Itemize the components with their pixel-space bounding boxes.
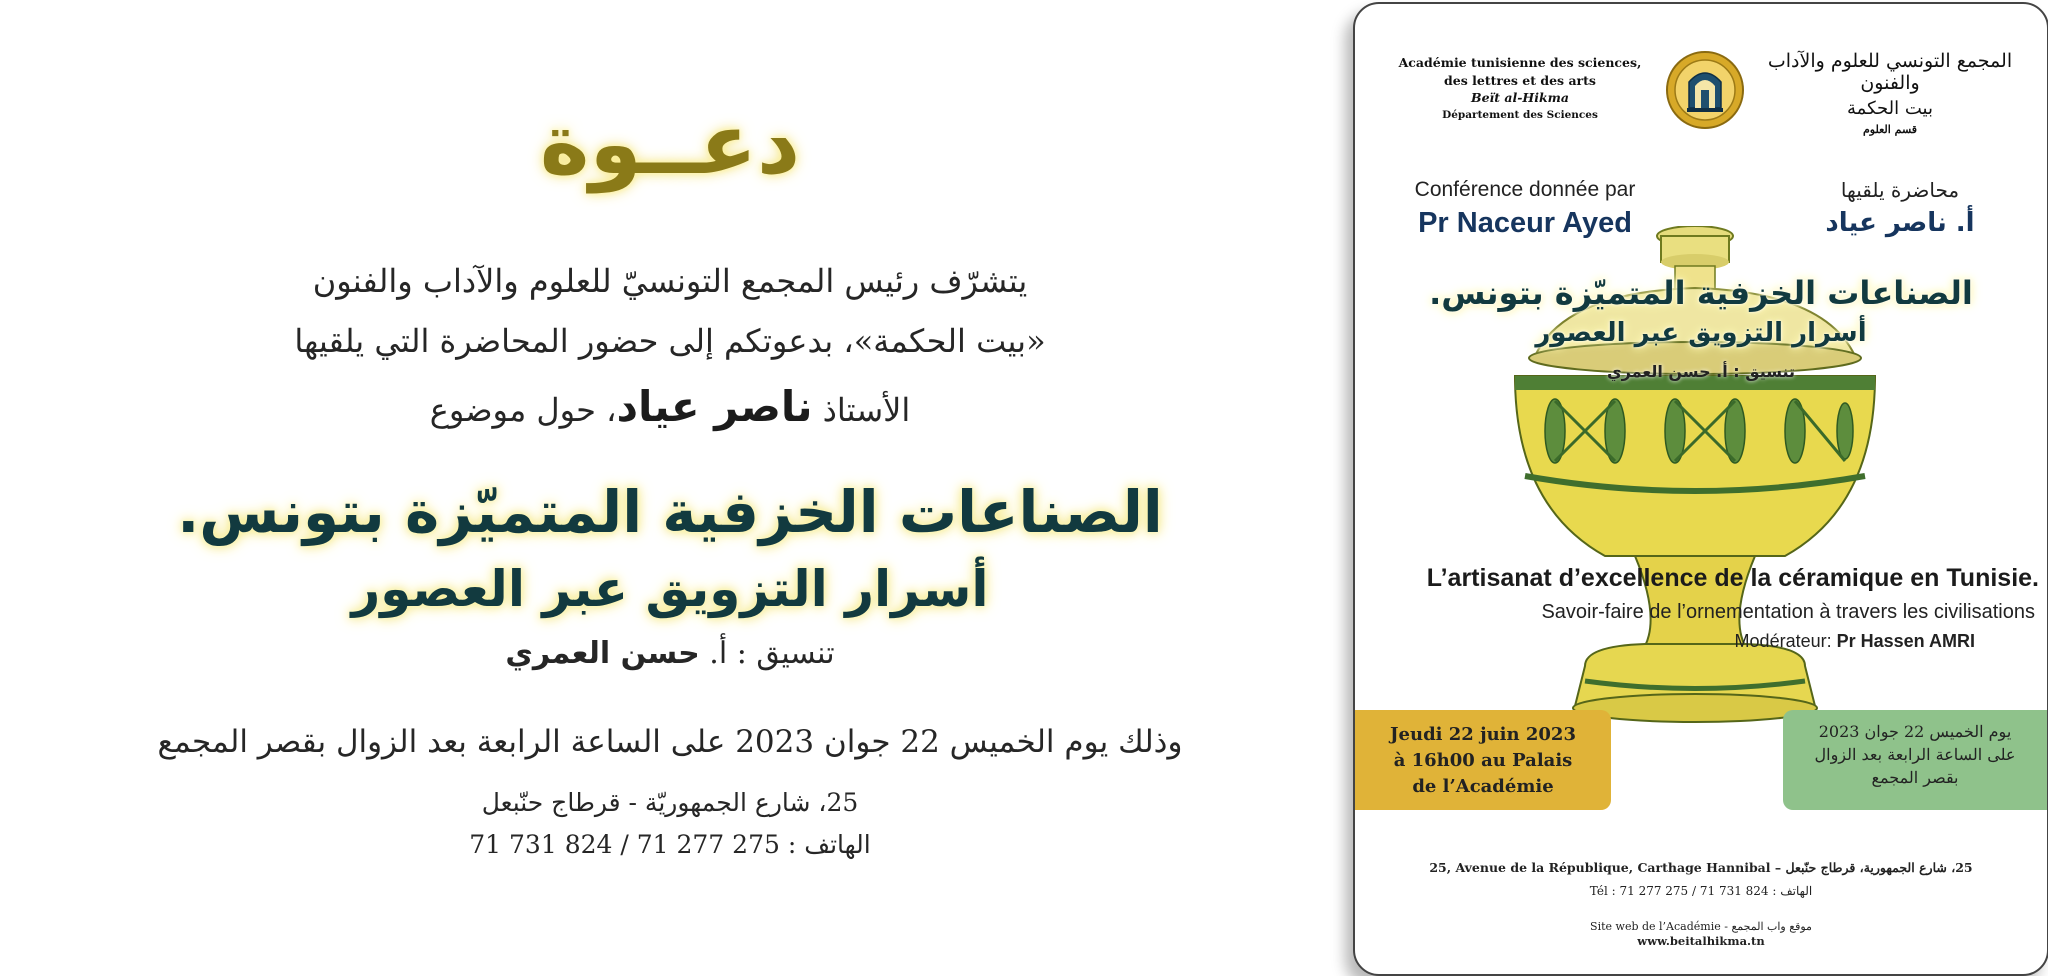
conference-label-fr: Conférence donnée par	[1414, 178, 1636, 201]
department-fr: Département des Sciences	[1442, 108, 1598, 121]
address-ar: 25، شارع الجمهورية، قرطاج حنّبعل	[1785, 860, 1973, 875]
poster-footer-site-url[interactable]: www.beitalhikma.tn	[1637, 934, 1765, 948]
poster-topic-ar-2: أسرار التزويق عبر العصور	[1535, 318, 1867, 348]
event-poster	[1353, 2, 2048, 976]
invitation-prefix: الأستاذ	[822, 391, 911, 429]
poster-title-fr: L’artisanat d’excellence de la céramique en Tunisie.	[1426, 564, 2039, 592]
date-ar-line-2: على الساعة الرابعة بعد الزوال	[1814, 745, 2016, 764]
academy-name-ar: المجمع التونسي للعلوم والآداب والفنون	[1767, 50, 2013, 94]
poster-footer-phone: Tél : 71 277 275 / 71 731 824 : الهاتف	[1589, 884, 1813, 898]
event-phone: الهاتف : 275 277 71 / 824 731 71	[469, 830, 871, 859]
speaker-name-fr: Pr Naceur Ayed	[1418, 207, 1632, 239]
date-box-fr	[1355, 710, 1611, 810]
poster-topic-ar-1: الصناعات الخزفية المتميّزة بتونس.	[1429, 274, 1973, 312]
speaker-name: ناصر عياد	[616, 382, 813, 431]
conference-label-ar: محاضرة يلقيها	[1840, 178, 1960, 202]
moderator-name: Pr Hassen AMRI	[1836, 631, 1975, 651]
date-fr-line-2: à 16h00 au Palais	[1393, 750, 1573, 771]
poster-moderator	[1355, 631, 1975, 652]
poster-footer-site-label: Site web de l’Académie - موقع واب المجمع	[1590, 920, 1812, 933]
topic-title-1: الصناعات الخزفية المتميّزة بتونس.	[177, 478, 1163, 546]
coordinator-name: حسن العمري	[505, 636, 700, 671]
academy-emblem-icon	[1665, 50, 1745, 130]
academy-name-fr-1: Académie tunisienne des sciences,	[1398, 55, 1642, 70]
academy-name-fr-3: Beït al-Hikma	[1471, 90, 1569, 105]
coordination-line	[0, 636, 1340, 671]
beit-al-hikma-ar: بيت الحكمة	[1847, 98, 1933, 119]
invitation-line-2: «بيت الحكمة»، بدعوتكم إلى حضور المحاضرة التي يلقيها	[294, 322, 1046, 360]
coordination-label: تنسيق : أ.	[709, 636, 835, 671]
poster-subtitle-fr: Savoir-faire de l’ornementation à travers les civilisations	[1541, 601, 2035, 623]
date-box-ar	[1783, 710, 2047, 810]
poster-header-fr	[1385, 54, 1655, 124]
event-address: 25، شارع الجمهوريّة - قرطاج حنّبعل	[481, 788, 859, 817]
topic-title-2: أسرار التزويق عبر العصور	[351, 560, 989, 618]
date-ar-line-1: يوم الخميس 22 جوان 2023	[1818, 722, 2012, 741]
invitation-line-3	[0, 382, 1340, 431]
poster-header-ar	[1765, 50, 2015, 136]
speaker-name-ar: أ. ناصر عياد	[1825, 208, 1975, 238]
moderator-label: Modérateur:	[1734, 631, 1832, 651]
address-fr: 25, Avenue de la République, Carthage Hannibal –	[1429, 860, 1782, 875]
invitation-line-1: يتشرّف رئيس المجمع التونسيّ للعلوم والآداب والفنون	[312, 262, 1028, 300]
poster-coordination-ar: تنسيق : أ. حسن العمري	[1606, 362, 1796, 381]
event-date-line: وذلك يوم الخميس 22 جوان 2023 على الساعة الرابعة بعد الزوال بقصر المجمع	[157, 724, 1183, 760]
date-ar-line-3: بقصر المجمع	[1871, 768, 1959, 787]
department-ar: قسم العلوم	[1862, 123, 1918, 136]
invitation-title: دعــوة	[539, 95, 801, 193]
invitation-suffix: ، حول موضوع	[429, 391, 617, 429]
date-fr-line-1: Jeudi 22 juin 2023	[1390, 724, 1576, 745]
date-fr-line-3: de l’Académie	[1412, 776, 1554, 797]
poster-footer-address	[1355, 860, 2047, 875]
academy-name-fr-2: des lettres et des arts	[1444, 72, 1596, 88]
